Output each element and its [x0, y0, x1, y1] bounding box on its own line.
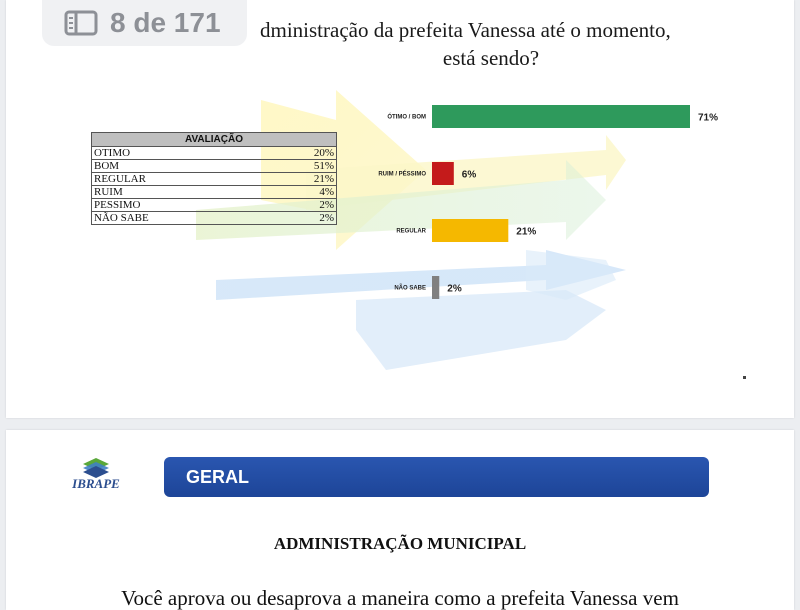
section-header-bar	[164, 457, 709, 497]
page-counter[interactable]	[42, 0, 247, 46]
section-title: ADMINISTRAÇÃO MUNICIPAL	[273, 534, 527, 553]
bar	[432, 162, 454, 185]
bar	[432, 276, 439, 299]
question-line-2: está sendo?	[442, 46, 540, 70]
row-label: REGULAR	[92, 173, 265, 186]
bar-chart	[6, 0, 794, 418]
row-label: BOM	[92, 160, 265, 173]
row-value: 51%	[264, 160, 336, 173]
row-value: 2%	[264, 212, 336, 225]
bar	[432, 219, 508, 242]
row-label: NÃO SABE	[92, 212, 265, 225]
row-value: 2%	[264, 199, 336, 212]
bar	[432, 105, 690, 128]
row-label: PESSIMO	[92, 199, 265, 212]
sidebar-icon[interactable]	[64, 10, 98, 36]
logo-text: IBRAPE	[72, 476, 120, 491]
bar-category-label: REGULAR	[396, 228, 426, 235]
bar-value-label: 6%	[461, 169, 477, 181]
row-value: 20%	[264, 147, 336, 160]
row-value: 4%	[264, 186, 336, 199]
slide-page-next	[6, 430, 794, 610]
ibrape-logo	[61, 456, 131, 496]
bar-value-label: 71%	[698, 112, 719, 124]
question-line-1: dministração da prefeita Vanessa até o momento,	[260, 18, 671, 42]
slide-marker	[743, 376, 746, 379]
logo-icon	[61, 456, 131, 478]
page-counter-text: 8 de 171	[110, 7, 221, 38]
survey-question: Você aprova ou desaprova a maneira como a prefeita Vanessa vem	[121, 586, 679, 610]
row-value: 21%	[264, 173, 336, 186]
section-header-label: GERAL	[186, 466, 249, 487]
bar-value-label: 21%	[516, 226, 537, 238]
row-label: OTIMO	[92, 147, 265, 160]
row-label: RUIM	[92, 186, 265, 199]
bar-category-label: ÓTIMO / BOM	[387, 114, 426, 121]
bar-category-label: NÃO SABE	[394, 285, 426, 292]
slide-page	[6, 0, 794, 418]
table-header: AVALIAÇÃO	[92, 133, 337, 147]
bar-category-label: RUIM / PÉSSIMO	[378, 171, 426, 178]
bar-value-label: 2%	[447, 283, 462, 295]
